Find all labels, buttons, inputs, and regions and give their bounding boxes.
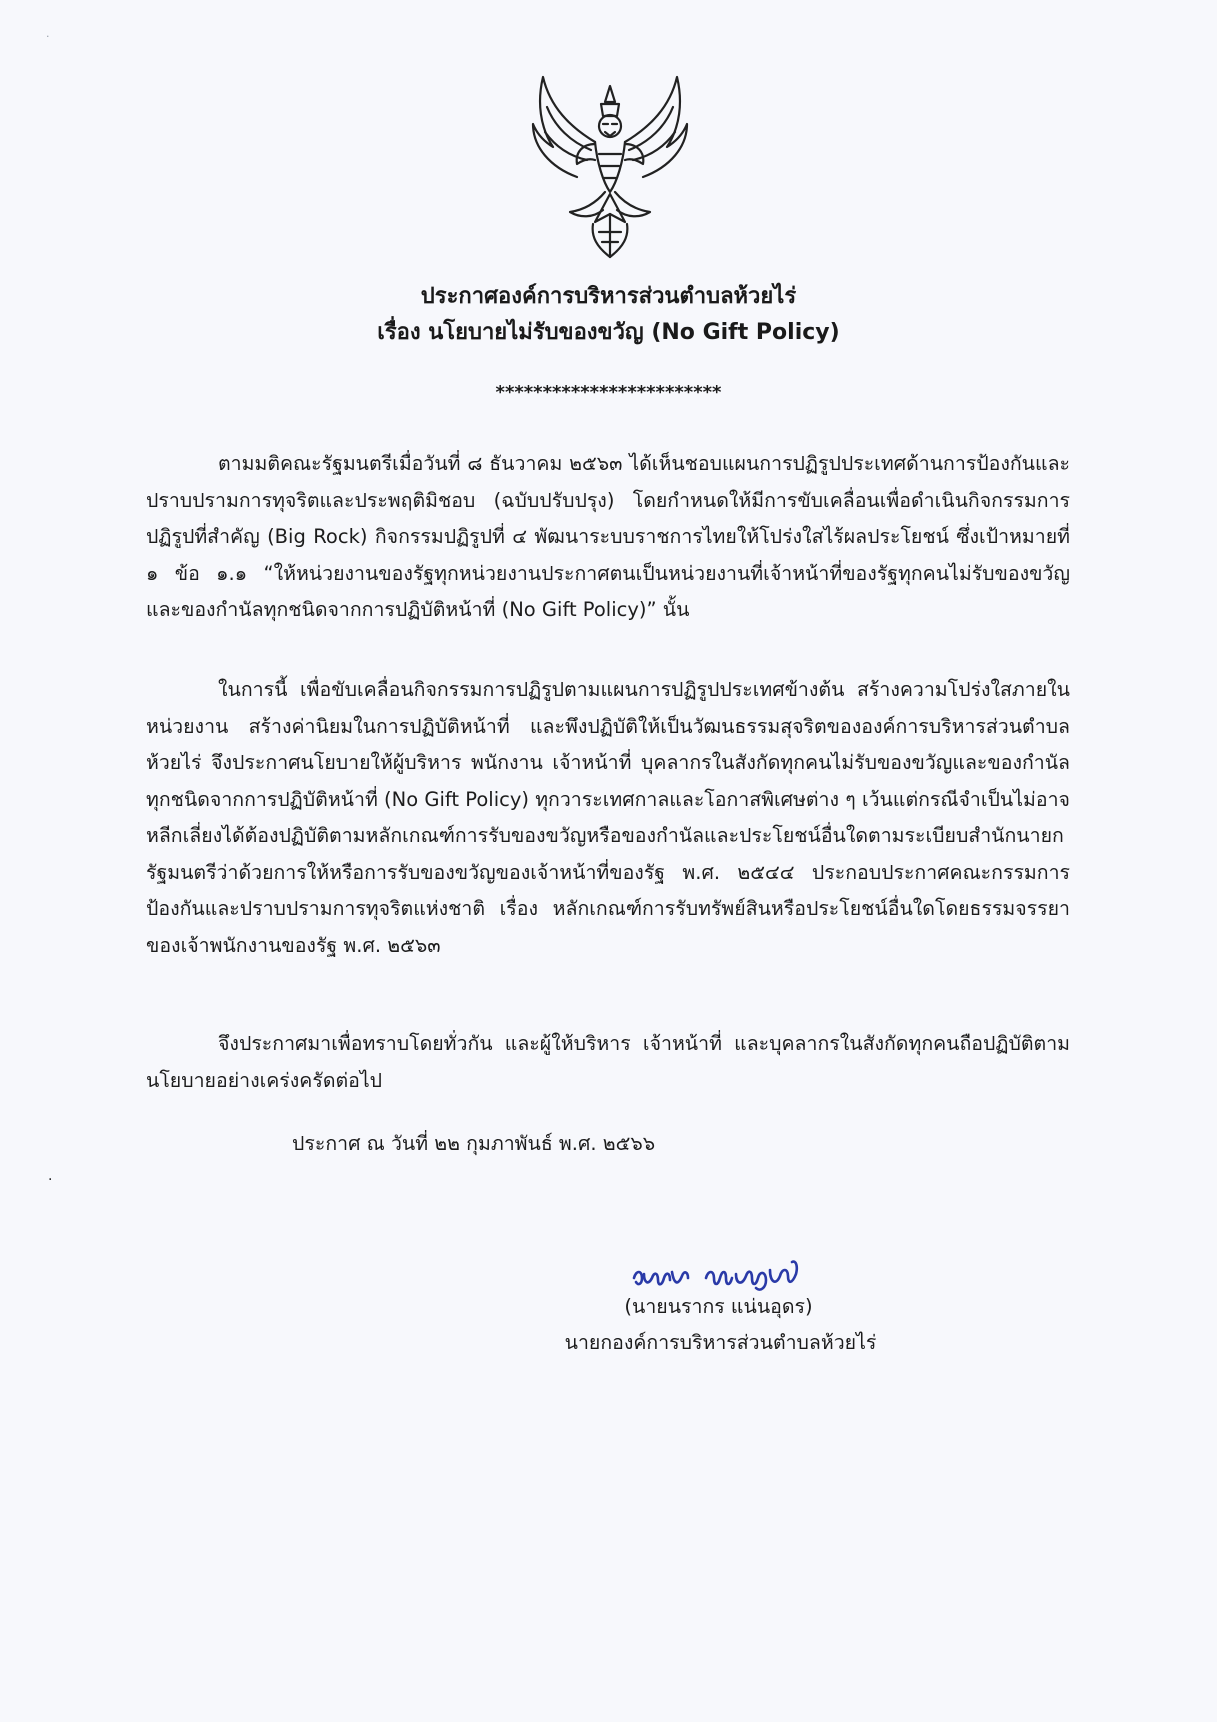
announcement-title: ประกาศองค์การบริหารส่วนตำบลห้วยไร่: [420, 284, 797, 309]
separator-asterisks: ************************: [495, 382, 722, 403]
signer-title-text: นายกองค์การบริหารส่วนตำบลห้วยไร่: [564, 1331, 877, 1354]
signer-name-text: (นายนรากร แน่นอุดร): [624, 1295, 813, 1318]
paragraph-2: [146, 672, 1070, 964]
signer-title: [0, 1326, 1217, 1360]
scan-speck: ·: [48, 1172, 53, 1188]
announcement-subject: เรื่อง นโยบายไม่รับของขวัญ (No Gift Policy): [377, 320, 840, 345]
paragraph-1: [146, 446, 1070, 629]
scan-speck: ·: [46, 30, 50, 43]
garuda-emblem-icon: [525, 72, 695, 262]
paragraph-3: [146, 1026, 1070, 1099]
paragraph-2-text: ในการนี้ เพื่อขับเคลื่อนกิจกรรมการปฏิรูปตามแผนการปฏิรูปประเทศข้างต้น สร้างความโปร่งใสภายในหน่วยงาน สร้างค่านิยมในการปฏิบัติหน้าที่ และพึงปฏิบัติให้เป็นวัฒนธรรมสุจริตขององค์การบริหารส่วนตำบลห้วยไร่ จึงประกาศนโยบายให้ผู้บริหาร พนักงาน เจ้าหน้าที่ บุคลากรในสังกัดทุกคนไม่รับของขวัญและของกำนัลทุกชนิดจากการปฏิบัติหน้าที่ (No Gift Policy) ทุกวาระเทศกาลและโอกาสพิเศษต่าง ๆ เว้นแต่กรณีจำเป็นไม่อาจหลีกเลี่ยงได้ต้องปฏิบัติตามหลักเกณฑ์การรับของขวัญหรือของกำนัลและประโยชน์อื่นใดตามระเบียบสำนักนายกรัฐมนตรีว่าด้วยการให้หรือการรับของขวัญของเจ้าหน้าที่ของรัฐ พ.ศ. ๒๕๔๔ ประกอบประกาศคณะกรรมการป้องกันและปราบปรามการทุจริตแห่งชาติ เรื่อง หลักเกณฑ์การรับทรัพย์สินหรือประโยชน์อื่นใดโดยธรรมจรรยาของเจ้าพนักงานของรัฐ พ.ศ. ๒๕๖๓: [146, 678, 1070, 957]
announcement-date: ประกาศ ณ วันที่ ๒๒ กุมภาพันธ์ พ.ศ. ๒๕๖๖: [292, 1132, 656, 1155]
signer-name: [0, 1290, 1217, 1324]
paragraph-3-text: จึงประกาศมาเพื่อทราบโดยทั่วกัน และผู้ให้บริหาร เจ้าหน้าที่ และบุคลากรในสังกัดทุกคนถือปฏิบัติตามนโยบายอย่างเคร่งครัดต่อไป: [146, 1032, 1070, 1092]
paragraph-1-text: ตามมติคณะรัฐมนตรีเมื่อวันที่ ๘ ธันวาคม ๒๕๖๓ ได้เห็นชอบแผนการปฏิรูปประเทศด้านการป้องกันและปราบปรามการทุจริตและประพฤติมิชอบ (ฉบับปรับปรุง) โดยกำหนดให้มีการขับเคลื่อนเพื่อดำเนินกิจกรรมการปฏิรูปที่สำคัญ (Big Rock) กิจกรรมปฏิรูปที่ ๔ พัฒนาระบบราชการไทยให้โปร่งใสไร้ผลประโยชน์ ซึ่งเป้าหมายที่ ๑ ข้อ ๑.๑ “ให้หน่วยงานของรัฐทุกหน่วยงานประกาศตนเป็นหน่วยงานที่เจ้าหน้าที่ของรัฐทุกคนไม่รับของขวัญและของกำนัลทุกชนิดจากการปฏิบัติหน้าที่ (No Gift Policy)” นั้น: [146, 452, 1070, 621]
